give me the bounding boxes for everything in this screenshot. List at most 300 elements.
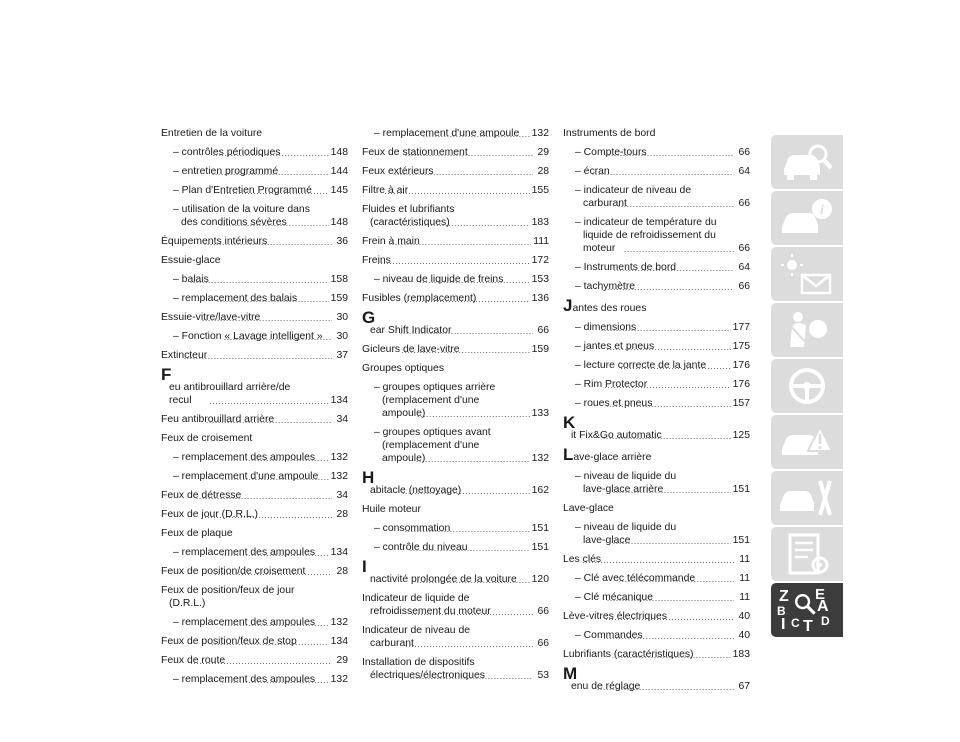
dot-leader bbox=[377, 257, 529, 265]
dot-leader bbox=[405, 525, 530, 533]
dot-leader bbox=[592, 168, 734, 176]
index-entry-line: nactivité prolongée de la voiture bbox=[370, 574, 517, 585]
dot-leader bbox=[607, 594, 734, 602]
index-entry-text bbox=[575, 184, 692, 210]
index-entry-line: ampoule) bbox=[382, 408, 426, 419]
index-entry-text bbox=[161, 635, 297, 648]
page-number: 28 bbox=[537, 166, 549, 177]
index-heading: Feux de croisement bbox=[161, 433, 253, 444]
index-entry-line: Les clés bbox=[563, 554, 602, 565]
dot-leader bbox=[410, 672, 533, 680]
index-subentry[interactable] bbox=[173, 673, 348, 686]
index-entry-line: – utilisation de la voiture dans bbox=[173, 204, 310, 215]
index-entry[interactable] bbox=[563, 413, 750, 442]
index-entry-text bbox=[374, 541, 468, 554]
index-entry-line: Indicateur de niveau de bbox=[362, 625, 471, 636]
dot-leader bbox=[221, 676, 329, 684]
dot-leader bbox=[400, 219, 530, 227]
index-entry[interactable] bbox=[362, 292, 549, 305]
index-entry-text bbox=[362, 254, 391, 267]
index-entry-line: – remplacement des ampoules bbox=[173, 674, 316, 685]
index-subentry[interactable] bbox=[374, 522, 549, 535]
index-entry-line: Feux de route bbox=[161, 655, 226, 666]
index-heading: Feux de plaque bbox=[161, 528, 233, 539]
index-entry[interactable] bbox=[563, 610, 750, 623]
index-entry-line: lave-glace arrière bbox=[583, 484, 664, 495]
index-entry-line: – groupes optiques arrière bbox=[374, 382, 496, 393]
index-subentry[interactable] bbox=[173, 546, 348, 559]
dot-leader bbox=[620, 362, 730, 370]
dot-leader bbox=[209, 397, 328, 405]
index-subentry[interactable] bbox=[575, 340, 750, 353]
page-number: 148 bbox=[330, 147, 348, 158]
index-entry-line: – Compte-tours bbox=[575, 147, 647, 158]
index-entry-line: – Commandes bbox=[575, 630, 643, 641]
index-letter-c: C bbox=[791, 616, 800, 630]
page-number: 11 bbox=[739, 592, 750, 603]
index-entry-line: – entretien programmé bbox=[173, 166, 279, 177]
magnifier-icon bbox=[793, 592, 817, 616]
page-number: 11 bbox=[739, 573, 750, 584]
index-subentry[interactable] bbox=[575, 359, 750, 372]
index-entry[interactable] bbox=[362, 343, 549, 356]
index-subentry[interactable] bbox=[374, 426, 549, 465]
index-entry[interactable] bbox=[362, 254, 549, 267]
dot-leader bbox=[423, 130, 530, 138]
page-number: 53 bbox=[537, 670, 549, 681]
index-entry[interactable] bbox=[362, 308, 549, 337]
index-entry-line: – Instruments de bord bbox=[575, 262, 677, 273]
dot-leader bbox=[618, 200, 734, 208]
index-entry-text bbox=[575, 146, 647, 159]
index-entry-text bbox=[173, 184, 312, 197]
index-entry[interactable] bbox=[362, 468, 549, 497]
dot-leader bbox=[212, 168, 329, 176]
tab-car-info[interactable] bbox=[771, 191, 843, 245]
index-subentry[interactable] bbox=[173, 165, 348, 178]
index-column-2 bbox=[362, 127, 549, 688]
index-entry-line: carburant bbox=[370, 638, 414, 649]
seatbelt-airbag-icon bbox=[778, 307, 836, 353]
index-entry-text bbox=[575, 165, 610, 178]
index-entry-line: Lubrifiants (caractéristiques) bbox=[563, 649, 694, 660]
page-number: 132 bbox=[330, 674, 348, 685]
tab-maintenance[interactable] bbox=[771, 471, 843, 525]
page-number: 153 bbox=[531, 274, 549, 285]
index-entry-text bbox=[362, 203, 455, 229]
tab-emergency[interactable] bbox=[771, 415, 843, 469]
svg-text:i: i bbox=[820, 203, 824, 218]
index-entry-line: Indicateur de liquide de bbox=[362, 593, 470, 604]
dot-leader bbox=[204, 238, 332, 246]
index-heading-text: ave-glace arrière bbox=[573, 452, 652, 463]
index-entry[interactable] bbox=[563, 648, 750, 661]
dot-leader bbox=[211, 638, 329, 646]
dot-leader bbox=[405, 640, 533, 648]
page-number: 66 bbox=[738, 147, 750, 158]
index-entry-text bbox=[374, 381, 496, 420]
index-entry-text bbox=[374, 127, 520, 140]
index-heading: Instruments de bord bbox=[563, 128, 656, 139]
index-subentry[interactable] bbox=[575, 165, 750, 178]
dot-leader bbox=[190, 657, 332, 665]
index-heading: Groupes optiques bbox=[362, 363, 445, 374]
index-entry-text bbox=[362, 165, 434, 178]
index-entry-line: – indicateur de température du bbox=[575, 217, 717, 228]
index-entry-text bbox=[161, 349, 208, 362]
index-entry[interactable] bbox=[161, 565, 348, 578]
index-subentry[interactable] bbox=[575, 470, 750, 496]
page-number: 37 bbox=[336, 350, 348, 361]
index-entry-line: – lecture correcte de la jante bbox=[575, 360, 707, 371]
tab-alphabetical-index[interactable] bbox=[771, 583, 843, 637]
page-number: 36 bbox=[336, 236, 348, 247]
index-entry[interactable] bbox=[362, 203, 549, 229]
index-entry-line: Feux de position/feux de stop bbox=[161, 636, 297, 647]
index-entry[interactable] bbox=[362, 165, 549, 178]
index-entry-text bbox=[563, 413, 662, 442]
dot-leader bbox=[206, 416, 332, 424]
page-number: 162 bbox=[531, 485, 549, 496]
page-number: 40 bbox=[738, 611, 750, 622]
index-entry-line: Feux extérieurs bbox=[362, 166, 434, 177]
index-entry-line: liquide de refroidissement du bbox=[583, 230, 716, 241]
index-letter-z: Z bbox=[779, 588, 789, 605]
dot-leader bbox=[604, 381, 730, 389]
index-entry-line: Fluides et lubrifiants bbox=[362, 204, 455, 215]
page-number: 28 bbox=[336, 566, 348, 577]
index-subentry[interactable] bbox=[575, 184, 750, 210]
index-entry-text bbox=[563, 610, 667, 623]
dot-leader bbox=[224, 333, 332, 341]
dot-leader bbox=[612, 651, 731, 659]
tab-driving[interactable] bbox=[771, 359, 843, 413]
dot-leader bbox=[402, 487, 530, 495]
page-number: 151 bbox=[531, 542, 549, 553]
index-entry-text bbox=[575, 521, 677, 547]
page-number: 64 bbox=[738, 166, 750, 177]
dot-leader bbox=[417, 410, 530, 418]
index-entry-line: – remplacement des balais bbox=[173, 293, 298, 304]
index-subentry[interactable] bbox=[173, 616, 348, 629]
index-subentry[interactable] bbox=[575, 280, 750, 293]
dot-leader bbox=[221, 454, 329, 462]
index-entry-text bbox=[362, 557, 517, 586]
index-entry[interactable] bbox=[161, 489, 348, 502]
index-entry-line: – Clé mécanique bbox=[575, 592, 653, 603]
index-entry-line: Lève-vitres électriques bbox=[563, 611, 667, 622]
index-heading: Huile moteur bbox=[362, 504, 421, 515]
page-number: 133 bbox=[531, 408, 549, 419]
index-subentry[interactable] bbox=[575, 321, 750, 334]
index-entry-text bbox=[362, 343, 460, 356]
dot-leader bbox=[624, 245, 734, 253]
index-entry-line: Feux de détresse bbox=[161, 490, 242, 501]
index-entry-text bbox=[173, 470, 319, 483]
index-subentry[interactable] bbox=[173, 203, 348, 229]
index-entry-text bbox=[575, 629, 643, 642]
index-subentry[interactable] bbox=[575, 261, 750, 274]
index-entry[interactable] bbox=[362, 146, 549, 159]
index-letter-e: E bbox=[815, 586, 826, 603]
index-subentry[interactable] bbox=[575, 216, 750, 255]
index-subentry[interactable] bbox=[374, 381, 549, 420]
index-entry-line: enu de réglage bbox=[571, 681, 641, 692]
page-number: 66 bbox=[537, 638, 549, 649]
index-entry-text bbox=[173, 203, 310, 229]
index-entry-line: ear Shift Indicator bbox=[370, 325, 452, 336]
index-entry[interactable] bbox=[161, 311, 348, 324]
chapter-tabs bbox=[771, 135, 843, 639]
index-entry-text bbox=[575, 321, 637, 334]
dot-leader bbox=[607, 343, 731, 351]
index-subentry[interactable] bbox=[374, 127, 549, 140]
index-entry-line: – remplacement des ampoules bbox=[173, 452, 316, 463]
index-entry-text bbox=[161, 654, 226, 667]
index-entry-text bbox=[575, 261, 677, 274]
index-entry[interactable] bbox=[362, 235, 549, 248]
dot-leader bbox=[416, 455, 530, 463]
index-entry[interactable] bbox=[362, 557, 549, 586]
index-subentry[interactable] bbox=[173, 451, 348, 464]
dot-leader bbox=[394, 168, 533, 176]
index-entry-text bbox=[563, 553, 602, 566]
page-number: 148 bbox=[330, 217, 348, 228]
dot-leader bbox=[214, 568, 332, 576]
index-entry-text bbox=[374, 522, 451, 535]
dot-leader bbox=[221, 619, 329, 627]
index-heading: Lave-glace bbox=[563, 503, 614, 514]
index-subentry[interactable] bbox=[575, 378, 750, 391]
index-entry[interactable] bbox=[563, 664, 750, 693]
page-number: 30 bbox=[336, 331, 348, 342]
index-entry-line: Freins bbox=[362, 255, 391, 266]
index-initial-letter: L bbox=[563, 445, 574, 464]
index-subentry[interactable] bbox=[575, 591, 750, 604]
index-entry-text bbox=[575, 359, 707, 372]
dot-leader bbox=[402, 346, 530, 354]
car-search-icon bbox=[778, 139, 836, 185]
index-entry-line: électriques/électroniques bbox=[370, 670, 485, 681]
index-entry[interactable] bbox=[161, 635, 348, 648]
tab-safety[interactable] bbox=[771, 303, 843, 357]
index-entry-line: lave-glace bbox=[583, 535, 631, 546]
index-entry-line: Équipements intérieurs bbox=[161, 236, 268, 247]
index-entry-line: – tachymètre bbox=[575, 281, 636, 292]
index-entry[interactable] bbox=[362, 624, 549, 650]
steering-wheel-icon bbox=[778, 363, 836, 409]
page-number: 132 bbox=[531, 128, 549, 139]
index-heading: Entretien de la voiture bbox=[161, 128, 263, 139]
index-entry-line: eu antibrouillard arrière/de bbox=[169, 382, 291, 393]
dot-leader bbox=[606, 400, 731, 408]
index-entry[interactable] bbox=[362, 656, 549, 682]
index-entry-line: (remplacement d'une bbox=[382, 440, 480, 451]
car-info-icon bbox=[778, 195, 836, 241]
index-entry-line: – écran bbox=[575, 166, 610, 177]
page-number: 30 bbox=[336, 312, 348, 323]
page-number: 120 bbox=[531, 574, 549, 585]
index-entry-text bbox=[161, 508, 259, 521]
index-initial-letter: I bbox=[362, 557, 367, 576]
index-heading-text: antes des roues bbox=[572, 303, 647, 314]
index-subentry[interactable] bbox=[173, 184, 348, 197]
index-entry-line: – remplacement d'une ampoule bbox=[374, 128, 520, 139]
index-entry-text bbox=[575, 216, 717, 255]
index-entry-line: Installation de dispositifs bbox=[362, 657, 475, 668]
index-entry-text bbox=[575, 572, 696, 585]
page-number: 151 bbox=[732, 535, 750, 546]
index-subentry[interactable] bbox=[575, 572, 750, 585]
index-entry-line: – niveau de liquide du bbox=[575, 471, 677, 482]
index-entry-line: – consommation bbox=[374, 523, 451, 534]
index-entry-line: moteur bbox=[583, 243, 616, 254]
index-subentry[interactable] bbox=[575, 521, 750, 547]
index-entry[interactable] bbox=[161, 365, 348, 407]
tab-specifications[interactable] bbox=[771, 527, 843, 581]
index-entry-line: abitacle (nettoyage) bbox=[370, 485, 462, 496]
index-subentry[interactable] bbox=[173, 273, 348, 286]
page-number: 66 bbox=[738, 198, 750, 209]
index-letter-a: A bbox=[817, 598, 829, 615]
dot-leader bbox=[410, 544, 530, 552]
dot-leader bbox=[601, 283, 734, 291]
index-subentry[interactable] bbox=[173, 330, 348, 343]
index-entry-line: Feu antibrouillard arrière bbox=[161, 414, 275, 425]
index-initial-letter: J bbox=[563, 296, 573, 315]
index-entry-line: Frein à main bbox=[362, 236, 420, 247]
dot-leader bbox=[582, 556, 734, 564]
page-number: 132 bbox=[531, 453, 549, 464]
index-subentry[interactable] bbox=[173, 146, 348, 159]
index-entry-line: Gicleurs de lave-vitre bbox=[362, 344, 460, 355]
page-number: 136 bbox=[531, 293, 549, 304]
index-entry-text bbox=[362, 146, 468, 159]
dot-leader bbox=[389, 238, 532, 246]
index-entry[interactable] bbox=[161, 654, 348, 667]
index-entry-line: – roues et pneus bbox=[575, 398, 653, 409]
index-subentry[interactable] bbox=[575, 397, 750, 410]
index-entry-line: Feux de jour (D.R.L.) bbox=[161, 509, 259, 520]
index-entry-line: – niveau de liquide du bbox=[575, 522, 677, 533]
dot-leader bbox=[614, 264, 734, 272]
index-subentry[interactable] bbox=[374, 541, 549, 554]
index-subentry[interactable] bbox=[173, 470, 348, 483]
index-entry-line: – Fonction « Lavage intelligent » bbox=[173, 331, 323, 342]
dot-leader bbox=[201, 511, 332, 519]
page-number: 172 bbox=[531, 255, 549, 266]
page-number: 144 bbox=[330, 166, 348, 177]
index-entry-text bbox=[575, 470, 677, 496]
page-number: 67 bbox=[738, 681, 750, 692]
index-heading-line: Feux de position/feux de jour bbox=[161, 585, 295, 596]
index-entry-text bbox=[173, 546, 316, 559]
index-entry-line: recul bbox=[169, 395, 192, 406]
index-entry[interactable] bbox=[362, 184, 549, 197]
page-number: 132 bbox=[330, 471, 348, 482]
index-entry-line: (caractéristiques) bbox=[370, 217, 450, 228]
index-entry[interactable] bbox=[362, 592, 549, 618]
page-number: 134 bbox=[330, 547, 348, 558]
dot-leader bbox=[405, 149, 533, 157]
page-number: 155 bbox=[531, 185, 549, 196]
index-letter-t: T bbox=[803, 618, 813, 635]
index-subentry[interactable] bbox=[575, 629, 750, 642]
page-number: 183 bbox=[732, 649, 750, 660]
index-entry-line: – jantes et pneus bbox=[575, 341, 655, 352]
index-letter-d: D bbox=[821, 614, 830, 628]
index-entry-text bbox=[161, 413, 275, 426]
index-subentry[interactable] bbox=[173, 292, 348, 305]
index-subentry[interactable] bbox=[374, 273, 549, 286]
index-entry-line: ampoule) bbox=[382, 453, 426, 464]
index-entry[interactable] bbox=[161, 235, 348, 248]
page-number: 132 bbox=[330, 452, 348, 463]
index-entry-line: – remplacement des ampoules bbox=[173, 547, 316, 558]
index-heading: Essuie-glace bbox=[161, 255, 221, 266]
dot-leader bbox=[605, 149, 734, 157]
tab-car-search[interactable] bbox=[771, 135, 843, 189]
index-entry[interactable] bbox=[161, 349, 348, 362]
index-entry-first-line bbox=[161, 365, 291, 394]
tab-warning-lights[interactable] bbox=[771, 247, 843, 301]
dot-leader bbox=[619, 575, 734, 583]
index-entry[interactable] bbox=[161, 413, 348, 426]
dot-leader bbox=[212, 149, 328, 157]
page-number: 158 bbox=[330, 274, 348, 285]
dot-leader bbox=[384, 187, 529, 195]
index-entry-line: – niveau de liquide de freins bbox=[374, 274, 504, 285]
index-letter-heading bbox=[563, 296, 750, 315]
index-entry-line: – Clé avec télécommande bbox=[575, 573, 696, 584]
index-entry-text bbox=[575, 340, 655, 353]
dot-leader bbox=[196, 492, 332, 500]
index-entry-text bbox=[173, 673, 316, 686]
index-entry[interactable] bbox=[563, 553, 750, 566]
index-entry-line: – remplacement des ampoules bbox=[173, 617, 316, 628]
page-number: 134 bbox=[330, 395, 348, 406]
dot-leader bbox=[613, 486, 731, 494]
index-entry-line: refroidissement du moteur bbox=[370, 606, 491, 617]
warning-lights-envelope-icon bbox=[778, 251, 836, 297]
page-number: 159 bbox=[531, 344, 549, 355]
index-column-3 bbox=[563, 127, 750, 699]
page-number: 176 bbox=[732, 360, 750, 371]
index-entry[interactable] bbox=[161, 508, 348, 521]
index-entry-line: – contrôle du niveau bbox=[374, 542, 468, 553]
index-entry-text bbox=[362, 624, 471, 650]
index-entry-text bbox=[161, 311, 261, 324]
index-entry-text bbox=[575, 378, 648, 391]
page-number: 28 bbox=[336, 509, 348, 520]
dot-leader bbox=[601, 324, 731, 332]
page-number: 11 bbox=[739, 554, 750, 565]
page-number: 64 bbox=[738, 262, 750, 273]
index-entry-text bbox=[161, 365, 291, 407]
index-entry-text bbox=[575, 397, 653, 410]
index-entry-line: Essuie-vitre/lave-vitre bbox=[161, 312, 261, 323]
dot-leader bbox=[613, 537, 731, 545]
page-number: 177 bbox=[732, 322, 750, 333]
page-number: 132 bbox=[330, 617, 348, 628]
page-number: 151 bbox=[732, 484, 750, 495]
page-number: 125 bbox=[732, 430, 750, 441]
page-number: 175 bbox=[732, 341, 750, 352]
index-entry-text bbox=[362, 184, 409, 197]
index-entry-text bbox=[575, 591, 653, 604]
index-entry-line: carburant bbox=[583, 198, 627, 209]
index-subentry[interactable] bbox=[575, 146, 750, 159]
